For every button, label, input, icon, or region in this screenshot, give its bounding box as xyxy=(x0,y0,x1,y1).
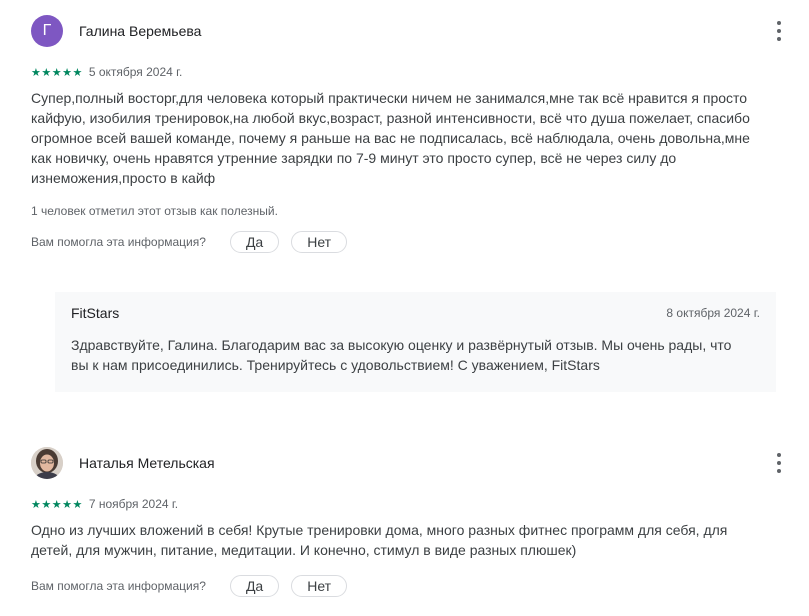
star-rating: ★★★★★ xyxy=(31,66,83,79)
review-meta xyxy=(31,64,791,80)
helpful-question: Вам помогла эта информация? xyxy=(31,579,206,593)
yes-button[interactable]: Да xyxy=(230,575,279,597)
reply-header xyxy=(71,305,760,321)
avatar: Г xyxy=(31,15,63,47)
no-button[interactable]: Нет xyxy=(291,575,347,597)
user-photo-icon xyxy=(31,447,63,479)
helpful-count: 1 человек отметил этот отзыв как полезный. xyxy=(31,204,278,218)
review-text: Одно из лучших вложений в себя! Крутые тренировки дома, много разных фитнес программ для себя, для детей, для мужчин, питание, медитации. И конечно, стимул в виде разных плюшек) xyxy=(31,522,728,558)
review-card xyxy=(31,15,791,254)
more-options-icon[interactable] xyxy=(769,453,789,473)
reply-date: 8 октября 2024 г. xyxy=(666,306,760,320)
review-header xyxy=(31,15,791,47)
review-text: Супер,полный восторг,для человека который практически ничем не занимался,мне так всё нравится я просто кайфую, изобилия тренировок,на любой вкус,возраст, разной интенсивности, всё что душа пожелает, спасибо огромное всей вашей команде, почему я раньше на вас не подписалась, всё наблюдала, очень довольна,мне как новичку, очень нравятся утренние зарядки по 7-9 минут это просто супер, всё не через силу до изнеможения,просто в кайф xyxy=(31,90,750,186)
developer-reply xyxy=(55,292,776,392)
avatar xyxy=(31,447,63,479)
reply-text: Здравствуйте, Галина. Благодарим вас за высокую оценку и развёрнутый отзыв. Мы очень рады, что вы к нам присоединились. Тренируйтесь с удовольствием! С уважением, FitStars xyxy=(71,337,732,373)
more-options-icon[interactable] xyxy=(769,21,789,41)
review-header xyxy=(31,447,791,479)
no-button[interactable]: Нет xyxy=(291,231,347,253)
reply-author: FitStars xyxy=(71,305,120,321)
review-card xyxy=(31,447,791,598)
star-rating: ★★★★★ xyxy=(31,498,83,511)
yes-button[interactable]: Да xyxy=(230,231,279,253)
review-meta xyxy=(31,496,791,512)
helpful-question: Вам помогла эта информация? xyxy=(31,235,206,249)
review-date: 7 ноября 2024 г. xyxy=(88,497,179,511)
helpful-row xyxy=(31,230,791,254)
review-date: 5 октября 2024 г. xyxy=(88,65,183,79)
review-author: Наталья Метельская xyxy=(79,455,215,471)
helpful-row xyxy=(31,574,791,598)
review-author: Галина Веремьева xyxy=(79,23,202,39)
